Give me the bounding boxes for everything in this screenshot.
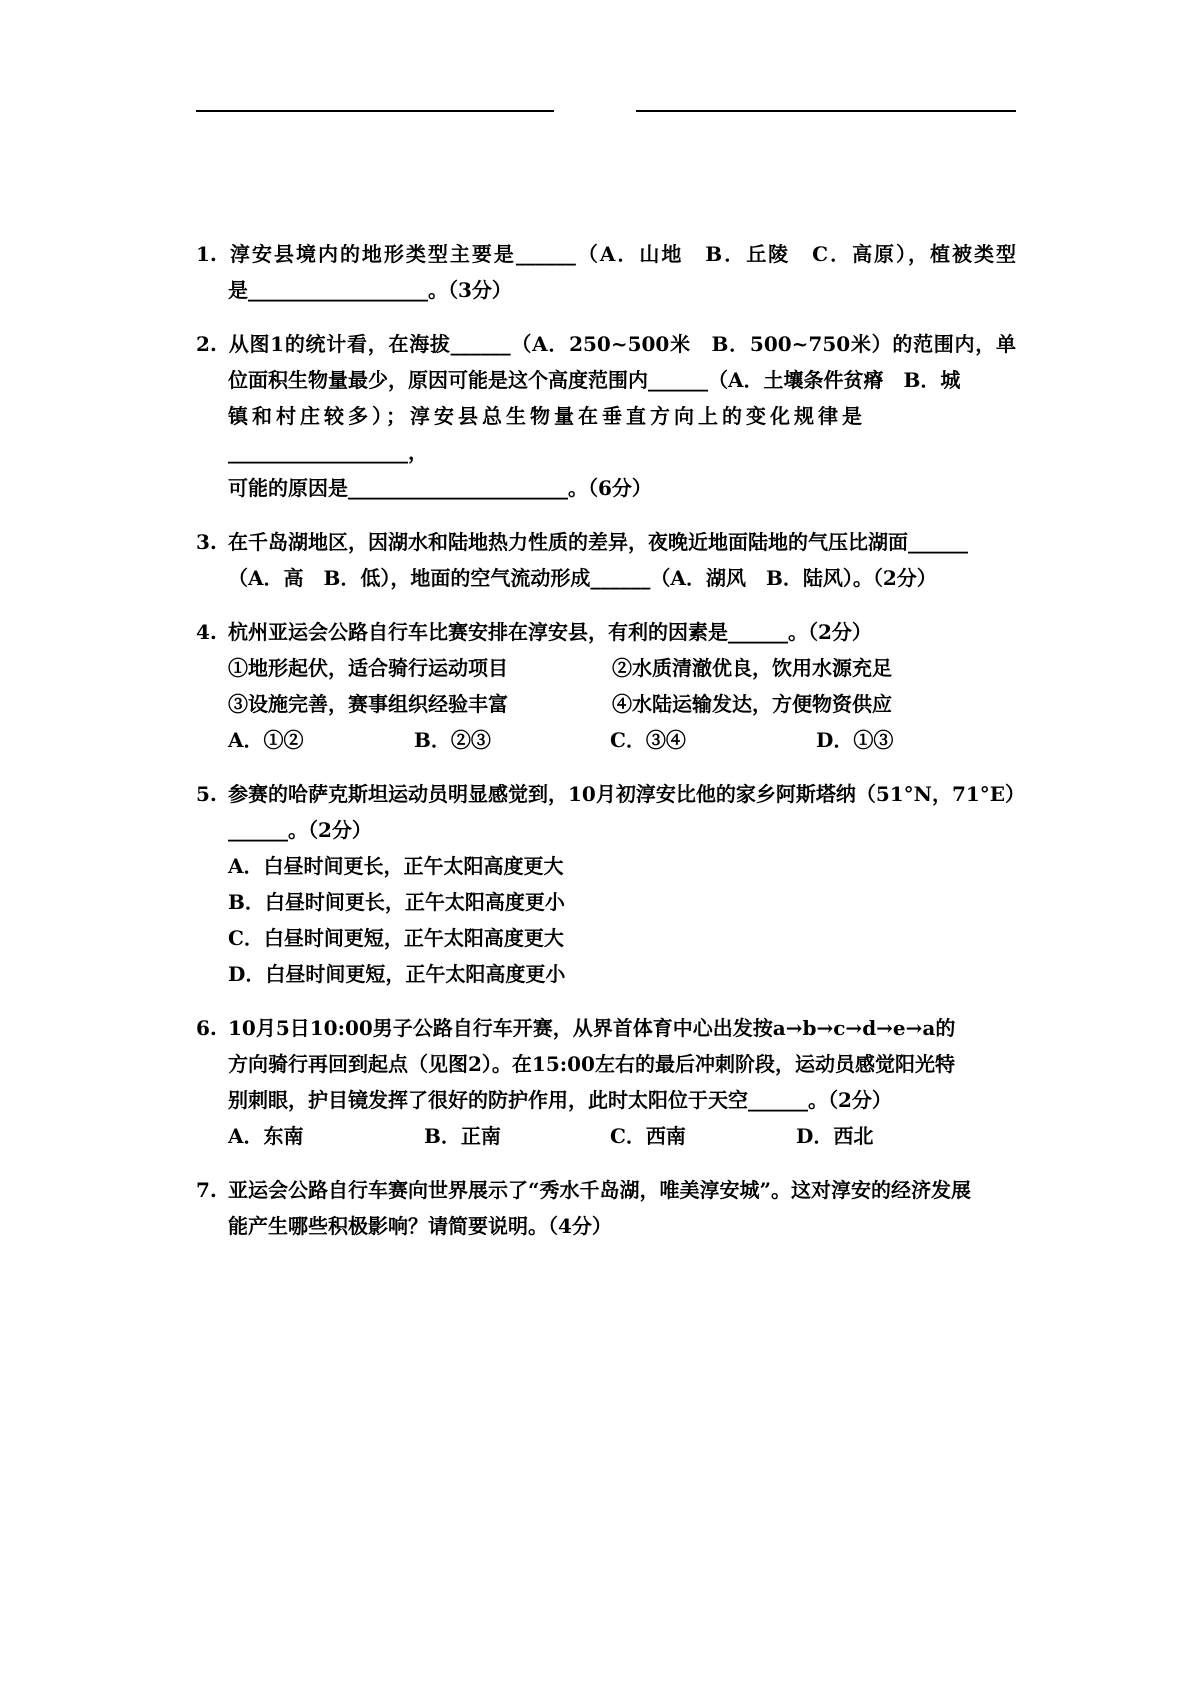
option-d: D．①③ [816, 728, 894, 752]
option-d: D．白昼时间更短，正午太阳高度更小 [228, 962, 566, 986]
option-d: D．西北 [796, 1124, 874, 1148]
question-4 [196, 614, 1016, 758]
question-number: 3. [196, 530, 217, 554]
option-row [196, 1118, 1016, 1154]
option-b: B．正南 [424, 1124, 501, 1148]
statement-item: ④水陆运输发达，方便物资供应 [612, 692, 892, 716]
question-1 [196, 236, 1016, 308]
header-rule-left [196, 110, 554, 112]
question-text-line: 从图1的统计看，在海拔______（A．250~500米 B．500~750米）的范围内，单 [228, 332, 1016, 356]
question-text-line: __________________， [228, 440, 428, 464]
question-text-line: 杭州亚运会公路自行车比赛安排在淳安县，有利的因素是______。（2分） [228, 620, 872, 644]
option-c: C．西南 [610, 1124, 686, 1148]
question-text-line: 方向骑行再回到起点（见图2）。在15:00左右的最后冲刺阶段，运动员感觉阳光特 [228, 1052, 955, 1076]
option-a: A．白昼时间更长，正午太阳高度更大 [228, 854, 564, 878]
question-2 [196, 326, 1016, 506]
option-row [196, 722, 1016, 758]
option-a: A．东南 [228, 1124, 304, 1148]
statement-item: ②水质清澈优良，饮用水源充足 [612, 656, 892, 680]
question-text-line: 在千岛湖地区，因湖水和陆地热力性质的差异，夜晚近地面陆地的气压比湖面______ [228, 530, 968, 554]
question-number: 2. [196, 332, 217, 356]
question-5 [196, 776, 1026, 992]
question-text-line: 淳安县境内的地形类型主要是______（A．山地 B．丘陵 C．高原），植被类型 [228, 242, 1016, 266]
question-text-line: 位面积生物量最少，原因可能是这个高度范围内______（A．土壤条件贫瘠 B．城 [228, 368, 961, 392]
question-6 [196, 1010, 1016, 1154]
question-text-line: 镇和村庄较多）；淳安县总生物量在垂直方向上的变化规律是 [228, 404, 866, 428]
statement-item: ①地形起伏，适合骑行运动项目 [228, 656, 508, 680]
statement-item: ③设施完善，赛事组织经验丰富 [228, 692, 508, 716]
question-text-line: （A．高 B．低），地面的空气流动形成______（A．湖风 B．陆风）。（2分） [228, 566, 937, 590]
question-text-line: 能产生哪些积极影响？请简要说明。（4分） [228, 1214, 612, 1238]
header-rule-right [636, 110, 1016, 112]
question-text-line: 亚运会公路自行车赛向世界展示了“秀水千岛湖，唯美淳安城”。这对淳安的经济发展 [228, 1178, 972, 1202]
question-text-line: 别刺眼，护目镜发挥了很好的防护作用，此时太阳位于天空______。（2分） [228, 1088, 892, 1112]
question-7 [196, 1172, 1016, 1244]
question-text-line: 是__________________。（3分） [228, 278, 512, 302]
question-text-line: 可能的原因是______________________。（6分） [228, 476, 652, 500]
question-text-line: ______。（2分） [228, 818, 372, 842]
option-b: B．②③ [414, 728, 491, 752]
option-b: B．白昼时间更长，正午太阳高度更小 [228, 890, 565, 914]
question-text-line: 参赛的哈萨克斯坦运动员明显感觉到，10月初淳安比他的家乡阿斯塔纳（51°N，71°E） [228, 782, 1026, 806]
option-c: C．③④ [610, 728, 686, 752]
question-number: 5. [196, 782, 217, 806]
question-number: 4. [196, 620, 217, 644]
option-c: C．白昼时间更短，正午太阳高度更大 [228, 926, 564, 950]
question-3 [196, 524, 1016, 596]
statement-row [196, 650, 1016, 686]
option-a: A．①② [228, 728, 304, 752]
question-number: 6. [196, 1016, 217, 1040]
statement-row [196, 686, 1016, 722]
question-number: 1. [196, 242, 217, 266]
question-list [196, 236, 1026, 1262]
question-text-line: 10月5日10:00男子公路自行车开赛，从界首体育中心出发按a→b→c→d→e→a的 [228, 1016, 956, 1040]
question-number: 7. [196, 1178, 217, 1202]
